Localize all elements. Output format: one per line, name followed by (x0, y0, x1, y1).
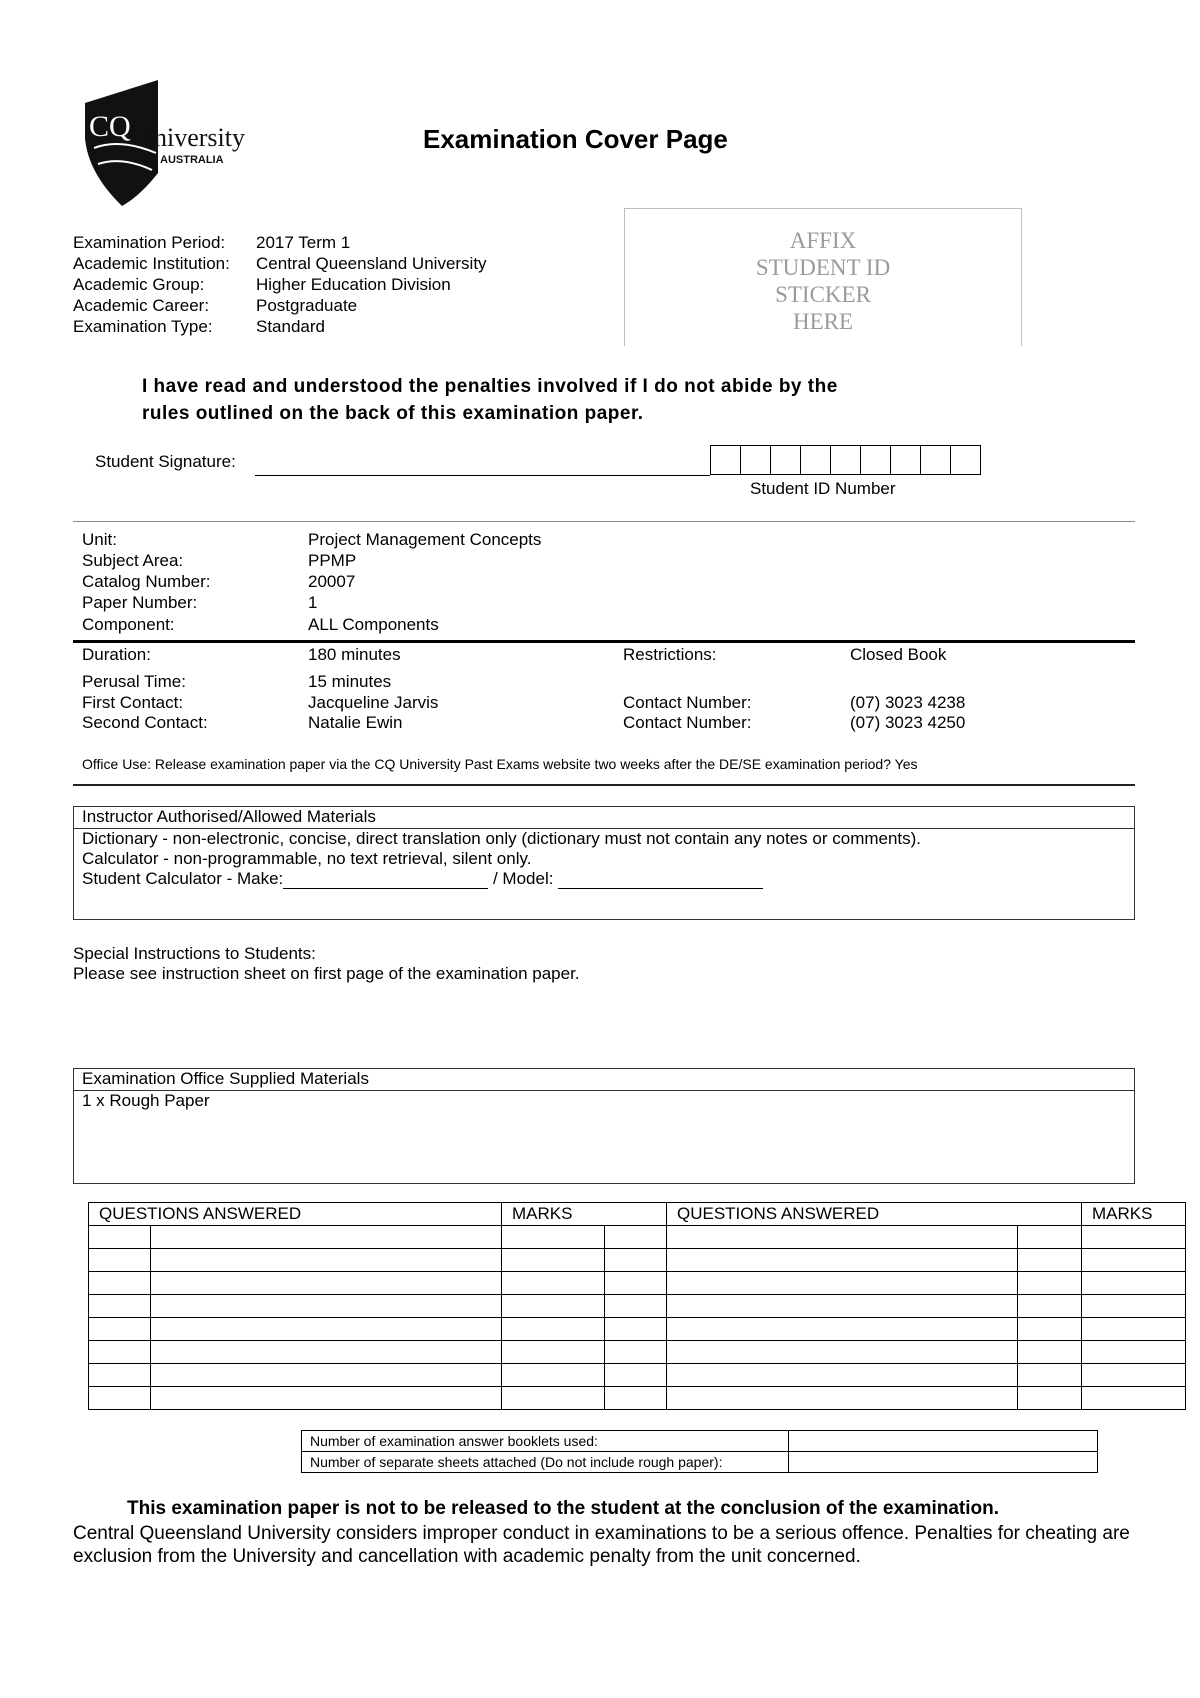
calculator-model-blank[interactable] (558, 872, 763, 889)
student-id-digit-box[interactable] (770, 445, 801, 475)
first-contact-label: First Contact: (82, 693, 184, 712)
unit-info-value: Project Management Concepts (308, 530, 542, 549)
unit-info-value: 1 (308, 593, 318, 612)
calculator-model-label: / Model: (488, 869, 559, 888)
student-id-digit-box[interactable] (860, 445, 891, 475)
sheets-attached-label: Number of separate sheets attached (Do not include rough paper): (302, 1452, 789, 1473)
declaration-line: rules outlined on the back of this examination paper. (142, 403, 644, 424)
student-id-digit-box[interactable] (890, 445, 921, 475)
restrictions-value: Closed Book (850, 645, 947, 664)
unit-info-value: ALL Components (308, 615, 439, 634)
table-row (89, 1387, 1186, 1410)
svg-text:AUSTRALIA: AUSTRALIA (160, 154, 224, 166)
calculator-line (74, 869, 1134, 889)
restrictions-label: Restrictions: (623, 645, 717, 664)
exam-info-row (73, 316, 487, 337)
exam-info-label: Academic Career: (73, 296, 210, 315)
instructor-materials-line: Calculator - non-programmable, no text retrieval, silent only. (82, 849, 532, 868)
unit-info-value: PPMP (308, 551, 357, 570)
perusal-label: Perusal Time: (82, 672, 186, 691)
student-id-digit-box[interactable] (830, 445, 861, 475)
exam-info-value: Higher Education Division (256, 275, 451, 294)
questions-answered-header: QUESTIONS ANSWERED (667, 1203, 1082, 1226)
contact-number-value: (07) 3023 4250 (850, 713, 966, 732)
exam-info-value: Central Queensland University (256, 254, 487, 273)
questions-table-header (89, 1203, 1186, 1226)
office-use-note: Office Use: Release examination paper via the CQ University Past Exams website two weeks after the DE/SE examination period? Yes (82, 756, 918, 772)
first-contact-value: Jacqueline Jarvis (308, 693, 439, 712)
second-contact-value: Natalie Ewin (308, 713, 403, 732)
sheets-attached-field[interactable] (789, 1452, 1098, 1473)
exam-info-row (73, 274, 487, 295)
instructor-materials-title: Instructor Authorised/Allowed Materials (82, 807, 376, 826)
svg-text:niversity: niversity (154, 123, 245, 152)
marks-header: MARKS (502, 1203, 667, 1226)
exam-info-row (73, 232, 487, 253)
special-instructions-heading: Special Instructions to Students: (73, 944, 316, 963)
marks-header: MARKS (1082, 1203, 1186, 1226)
booklets-used-field[interactable] (789, 1431, 1098, 1452)
unit-info-label: Component: (82, 615, 175, 634)
contact-number-label: Contact Number: (623, 693, 752, 712)
signature-line[interactable] (255, 475, 710, 476)
table-row (89, 1249, 1186, 1272)
sticker-line: STICKER (775, 282, 871, 307)
exam-info-label: Examination Period: (73, 233, 226, 252)
second-contact-label: Second Contact: (82, 713, 208, 732)
exam-info-row (73, 295, 487, 316)
student-id-digit-box[interactable] (710, 445, 741, 475)
exam-info-label: Academic Group: (73, 275, 205, 294)
instructor-materials-line: Dictionary - non-electronic, concise, direct translation only (dictionary must not contain any notes or comments). (82, 829, 922, 848)
table-row (89, 1226, 1186, 1249)
student-id-sticker-box (624, 208, 1022, 346)
declaration (142, 373, 982, 427)
exam-info-row (73, 253, 487, 274)
exam-info-table (73, 232, 487, 337)
table-row (302, 1452, 1098, 1473)
questions-table (88, 1202, 1186, 1410)
exam-info-value: Postgraduate (256, 296, 358, 315)
exam-info-label: Academic Institution: (73, 254, 230, 273)
signature-label: Student Signature: (95, 452, 236, 471)
instructor-materials-box (73, 828, 1135, 920)
instructor-materials-header (73, 806, 1135, 828)
perusal-value: 15 minutes (308, 672, 392, 691)
student-id-digit-box[interactable] (740, 445, 771, 475)
student-id-label: Student ID Number (750, 479, 896, 498)
office-materials-header (73, 1068, 1135, 1090)
unit-info-label: Catalog Number: (82, 572, 211, 591)
svg-text:U: U (132, 120, 154, 153)
table-row (89, 1295, 1186, 1318)
booklets-used-label: Number of examination answer booklets used: (302, 1431, 789, 1452)
sticker-line: AFFIX (789, 228, 857, 253)
contact-number-value: (07) 3023 4238 (850, 693, 966, 712)
table-row (89, 1341, 1186, 1364)
special-instructions-text: Please see instruction sheet on first page of the examination paper. (73, 964, 580, 983)
student-id-digit-box[interactable] (800, 445, 831, 475)
table-row (302, 1431, 1098, 1452)
divider (73, 784, 1135, 786)
exam-info-label: Examination Type: (73, 317, 213, 336)
unit-info-label: Unit: (82, 530, 117, 549)
exam-info-value: Standard (256, 317, 325, 336)
unit-info-label: Subject Area: (82, 551, 184, 570)
exam-info-value: 2017 Term 1 (256, 233, 351, 252)
divider (73, 640, 1135, 643)
office-materials-title: Examination Office Supplied Materials (82, 1069, 369, 1088)
declaration-line: I have read and understood the penalties involved if I do not abide by the (142, 376, 838, 397)
office-materials-box (73, 1090, 1135, 1184)
conduct-notice: Central Queensland University considers improper conduct in examinations to be a serious offence. Penalties for cheating are exclusion from the University and cancellation with academic penalty from the unit concerned. (73, 1523, 1130, 1567)
svg-text:CQ: CQ (89, 110, 131, 143)
table-row (89, 1318, 1186, 1341)
questions-answered-header: QUESTIONS ANSWERED (89, 1203, 502, 1226)
cquniversity-logo (80, 78, 300, 208)
duration-label: Duration: (82, 645, 151, 664)
unit-info-label: Paper Number: (82, 593, 198, 612)
page-title: Examination Cover Page (423, 124, 728, 154)
duration-value: 180 minutes (308, 645, 401, 664)
table-row (89, 1364, 1186, 1387)
table-row (89, 1272, 1186, 1295)
booklets-table (301, 1430, 1098, 1473)
student-id-digit-box[interactable] (920, 445, 951, 475)
calculator-make-blank[interactable] (283, 872, 488, 889)
student-id-digit-box[interactable] (950, 445, 981, 475)
office-materials-item: 1 x Rough Paper (82, 1091, 210, 1110)
sticker-line: STUDENT ID (755, 255, 891, 280)
student-id-boxes (711, 445, 981, 475)
sticker-line: HERE (792, 309, 854, 334)
divider (73, 521, 1135, 522)
release-warning: This examination paper is not to be released to the student at the conclusion of the examination. (127, 1498, 1000, 1519)
calculator-make-label: Student Calculator - Make: (82, 869, 284, 888)
contact-number-label: Contact Number: (623, 713, 752, 732)
unit-info-value: 20007 (308, 572, 356, 591)
